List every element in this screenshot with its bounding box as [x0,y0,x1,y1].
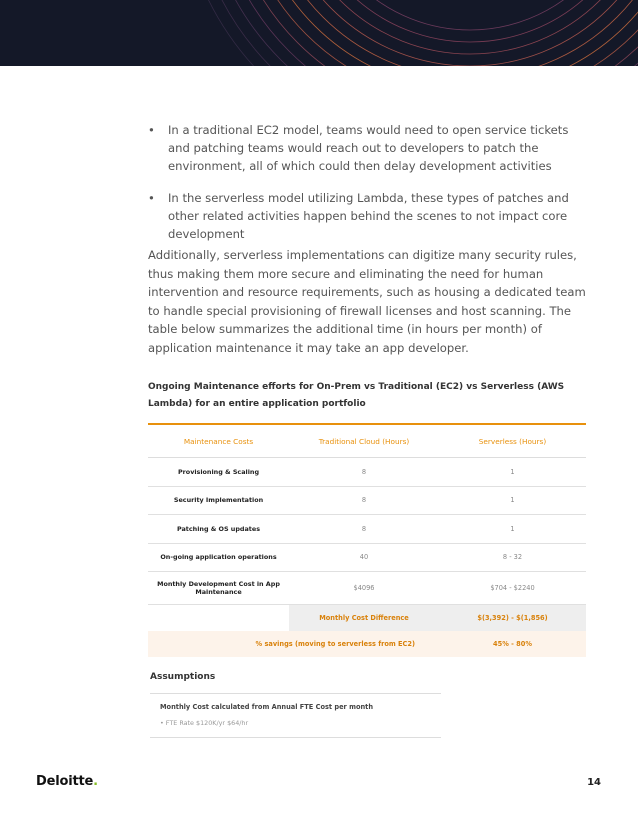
serverless-value: 1 [439,458,586,487]
header-serverless: Serverless (Hours) [439,424,586,458]
traditional-value: $4096 [289,572,439,605]
assumption-item: • FTE Rate $120K/yr $64/hr [160,719,249,727]
table-header-row [148,424,586,458]
divider [150,737,441,738]
bullet-item [148,189,593,243]
traditional-value: 8 [289,515,439,544]
table-row [148,458,586,487]
row-label: Monthly Development Cost in App Maintenance [148,572,289,605]
logo-dot: . [93,774,98,789]
traditional-value: 8 [289,458,439,487]
bullet-list [148,121,593,257]
header-traditional-cloud: Traditional Cloud (Hours) [289,424,439,458]
bullet-symbol: • [148,191,155,205]
savings-row [148,631,586,657]
row-label: On-going application operations [148,543,289,572]
savings-label: % savings (moving to serverless from EC2) [148,631,439,657]
header-maintenance-costs: Maintenance Costs [148,424,289,458]
row-label: Provisioning & Scaling [148,458,289,487]
bullet-symbol: • [148,123,155,137]
bullet-text: In the serverless model utilizing Lambda, these types of patches and other related activities happen behind the scenes to not impact core development [168,191,569,241]
logo-text: Deloitte [36,774,94,789]
serverless-value: 1 [439,486,586,515]
traditional-value: 40 [289,543,439,572]
row-label: Patching & OS updates [148,515,289,544]
cost-difference-row [148,605,586,632]
page-number: 14 [587,777,601,788]
table-row [148,486,586,515]
cost-difference-value: $(3,392) - $(1,856) [439,605,586,632]
bullet-item [148,121,593,175]
deloitte-logo [36,774,98,789]
divider [150,693,441,694]
bullet-text: In a traditional EC2 model, teams would need to open service tickets and patching teams would reach out to developers to patch the environment, all of which could then delay development activities [168,123,569,173]
assumptions-title: Assumptions [150,672,216,682]
empty-cell [148,605,289,632]
table-row [148,515,586,544]
table-row [148,543,586,572]
serverless-value: 1 [439,515,586,544]
assumptions-subtitle: Monthly Cost calculated from Annual FTE Cost per month [160,703,374,711]
header-banner [0,0,638,66]
row-label: Security Implementation [148,486,289,515]
maintenance-table [148,423,586,657]
serverless-value: 8 - 32 [439,543,586,572]
cost-difference-label: Monthly Cost Difference [289,605,439,632]
serverless-value: $704 - $2240 [439,572,586,605]
traditional-value: 8 [289,486,439,515]
savings-value: 45% - 80% [439,631,586,657]
decorative-lines [0,0,638,66]
table-caption: Ongoing Maintenance efforts for On-Prem vs Traditional (EC2) vs Serverless (AWS Lambda) for an entire application portfolio [148,382,565,409]
body-paragraph: Additionally, serverless implementations can digitize many security rules, thus making them more secure and eliminating the need for human intervention and resource requirements, such as housing a dedicated team to handle special provisioning of firewall licenses and host scanning. The table below summarizes the additional time (in hours per month) of application maintenance it may take an app developer. [148,248,586,355]
table-row [148,572,586,605]
